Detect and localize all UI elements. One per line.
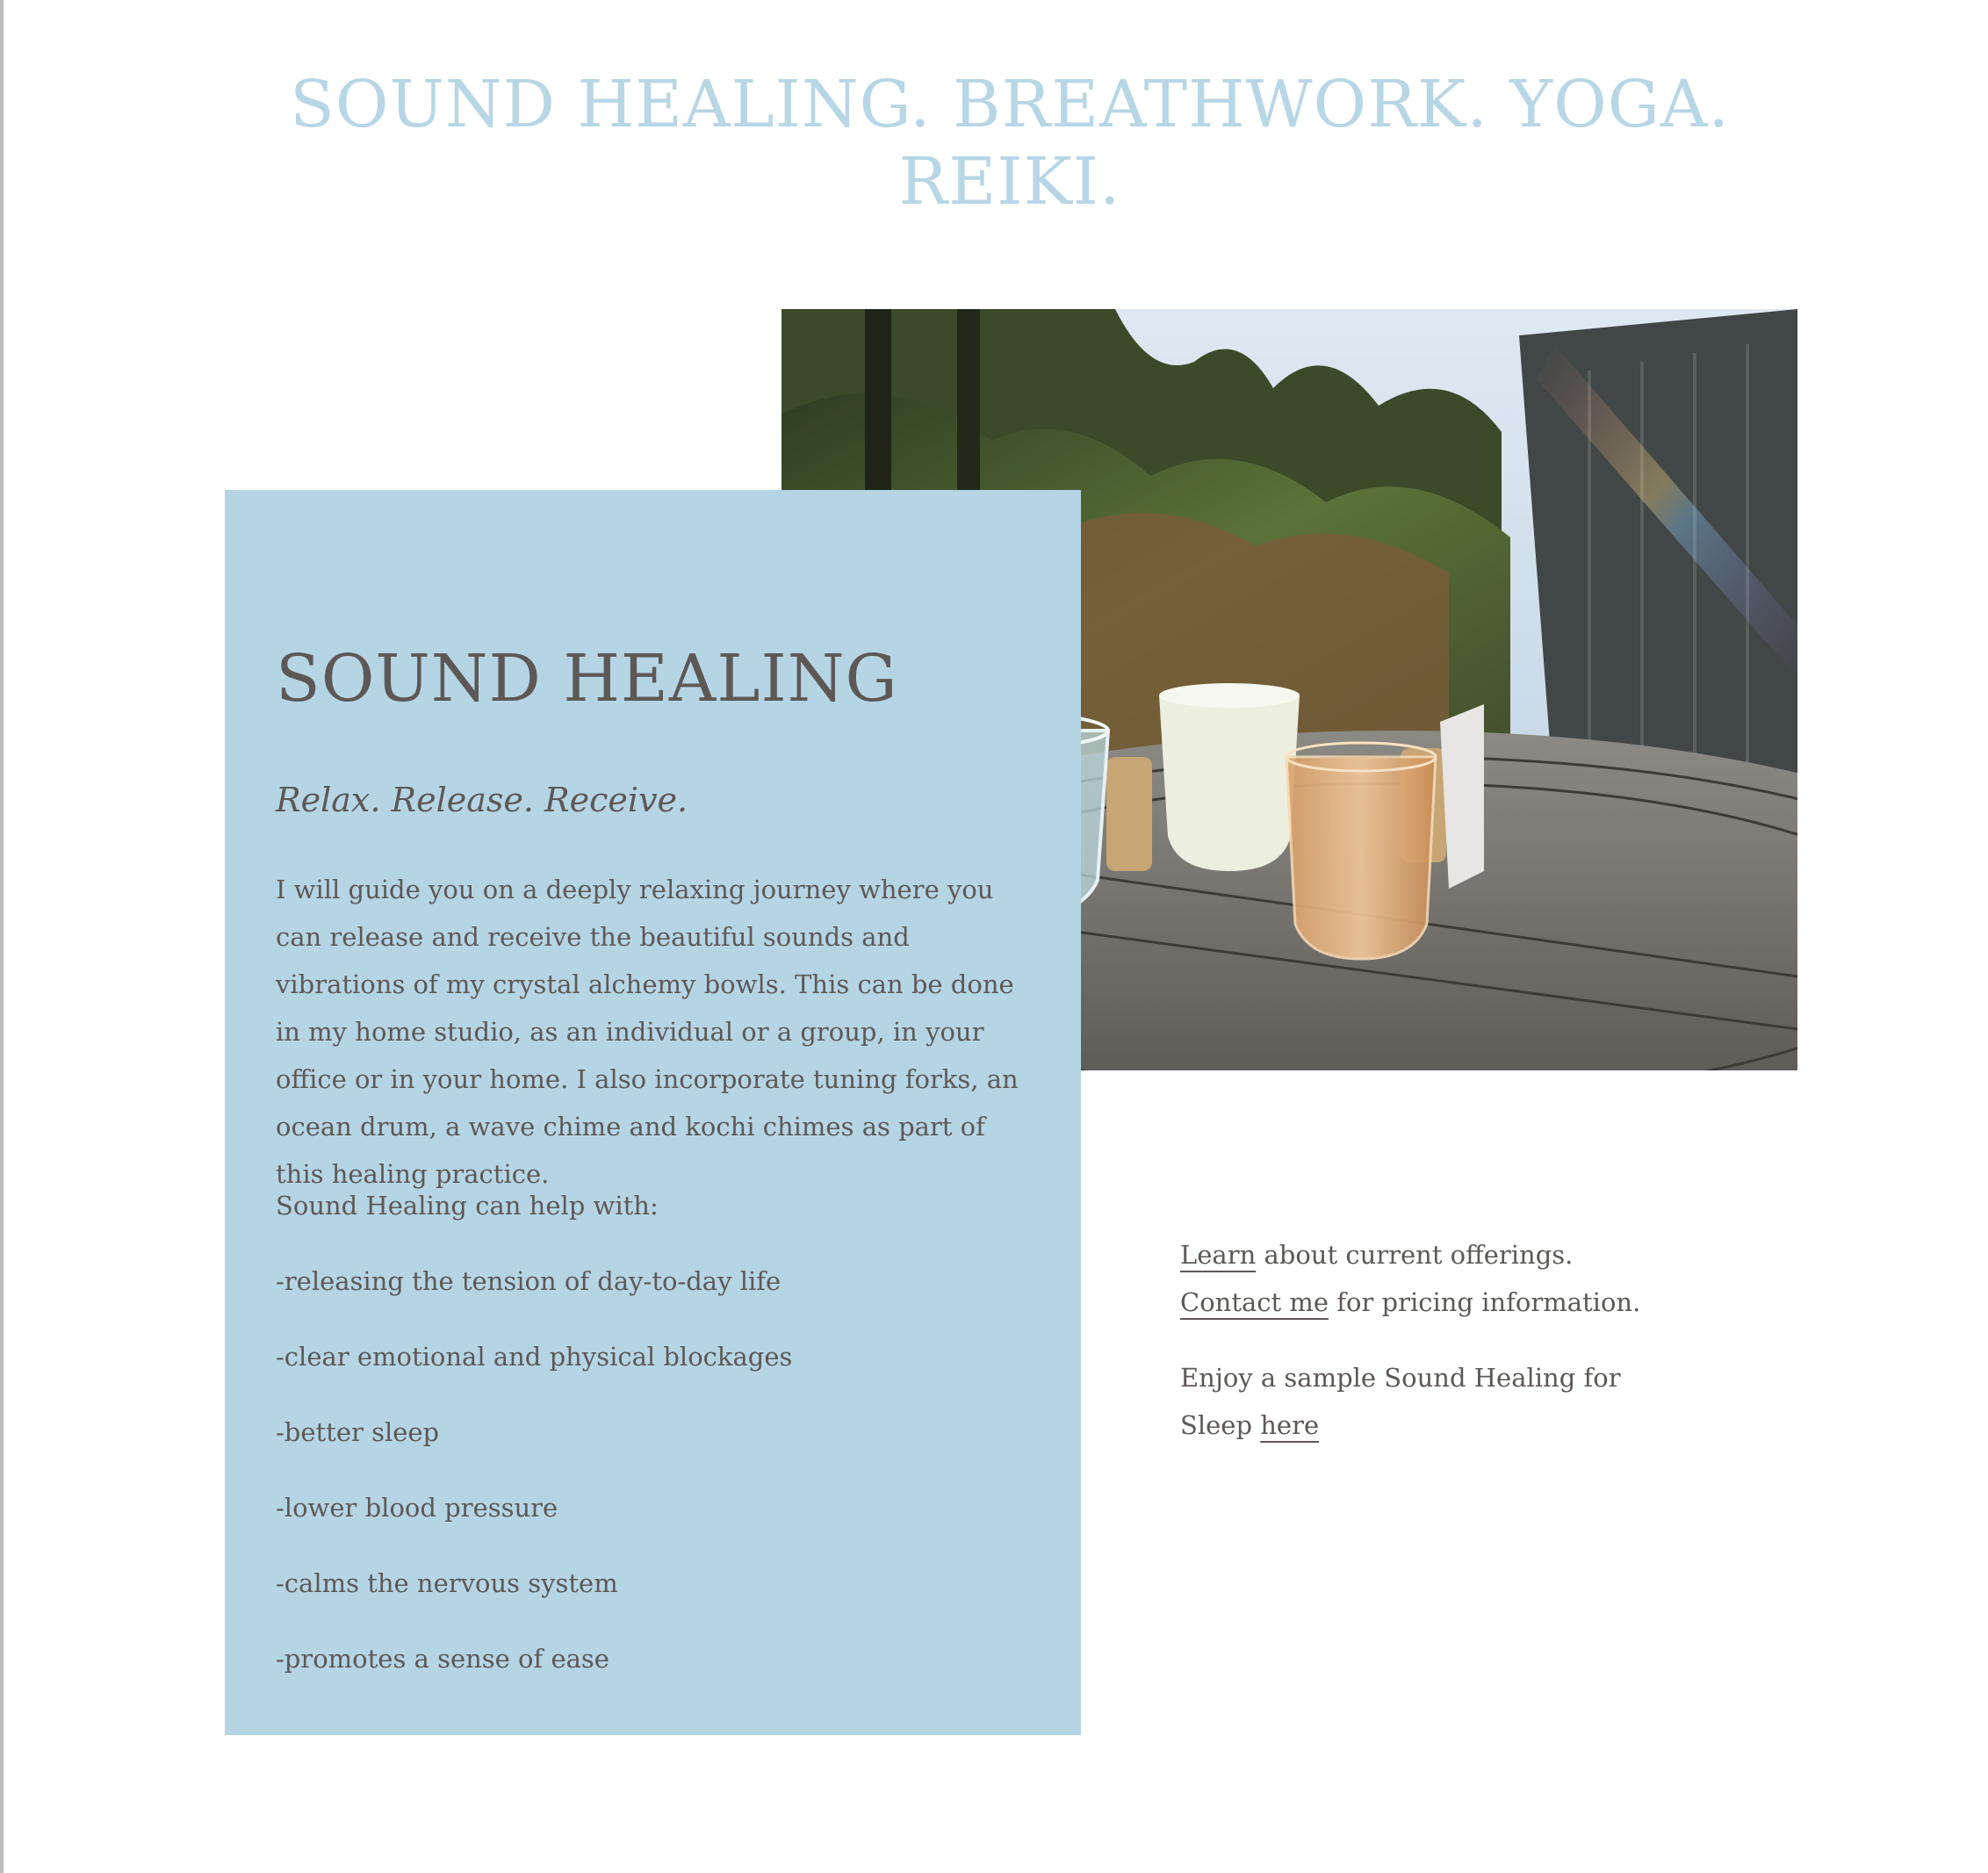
help-intro: Sound Healing can help with: [276,1191,659,1221]
benefit-item: -better sleep [276,1417,440,1447]
sample-here-link[interactable]: here [1260,1410,1320,1440]
benefit-item: -promotes a sense of ease [276,1644,609,1674]
benefit-item: -lower blood pressure [276,1493,558,1523]
offerings-info [1180,1231,1672,1449]
hero-title-line-2: REIKI. [898,144,1121,220]
learn-line [1180,1231,1672,1279]
card-description: I will guide you on a deeply relaxing journey where you can release and receive the beautiful sounds and vibrations of my crystal alchemy bowls. This can be done in my home studio, as an individual or a group, in your office or in your home. I also incorporate tuning forks, an ocean drum, a wave chime and kochi chimes as part of this healing practice. [276,875,1019,1189]
spacer [1180,1326,1672,1354]
sound-healing-card [225,490,1081,1735]
card-title: SOUND HEALING [276,641,898,717]
card-tagline: Relax. Release. Receive. [276,781,688,819]
learn-link[interactable]: Learn [1180,1240,1257,1270]
benefit-item: -calms the nervous system [276,1568,618,1598]
sample-line [1180,1354,1672,1449]
contact-line [1180,1279,1672,1326]
browser-edge [0,0,4,1873]
hero-title-line-1: SOUND HEALING. BREATHWORK. YOGA. [290,67,1730,142]
benefit-item: -clear emotional and physical blockages [276,1342,793,1372]
benefit-item: -releasing the tension of day-to-day life [276,1266,782,1296]
learn-line-text: about current offerings. [1256,1240,1574,1270]
contact-line-text: for pricing information. [1329,1287,1641,1317]
contact-me-link[interactable]: Contact me [1180,1287,1329,1317]
benefits-list [276,1257,792,1711]
sample-text: Enjoy a sample Sound Healing for Sleep [1180,1363,1621,1440]
hero-title [176,66,1844,220]
